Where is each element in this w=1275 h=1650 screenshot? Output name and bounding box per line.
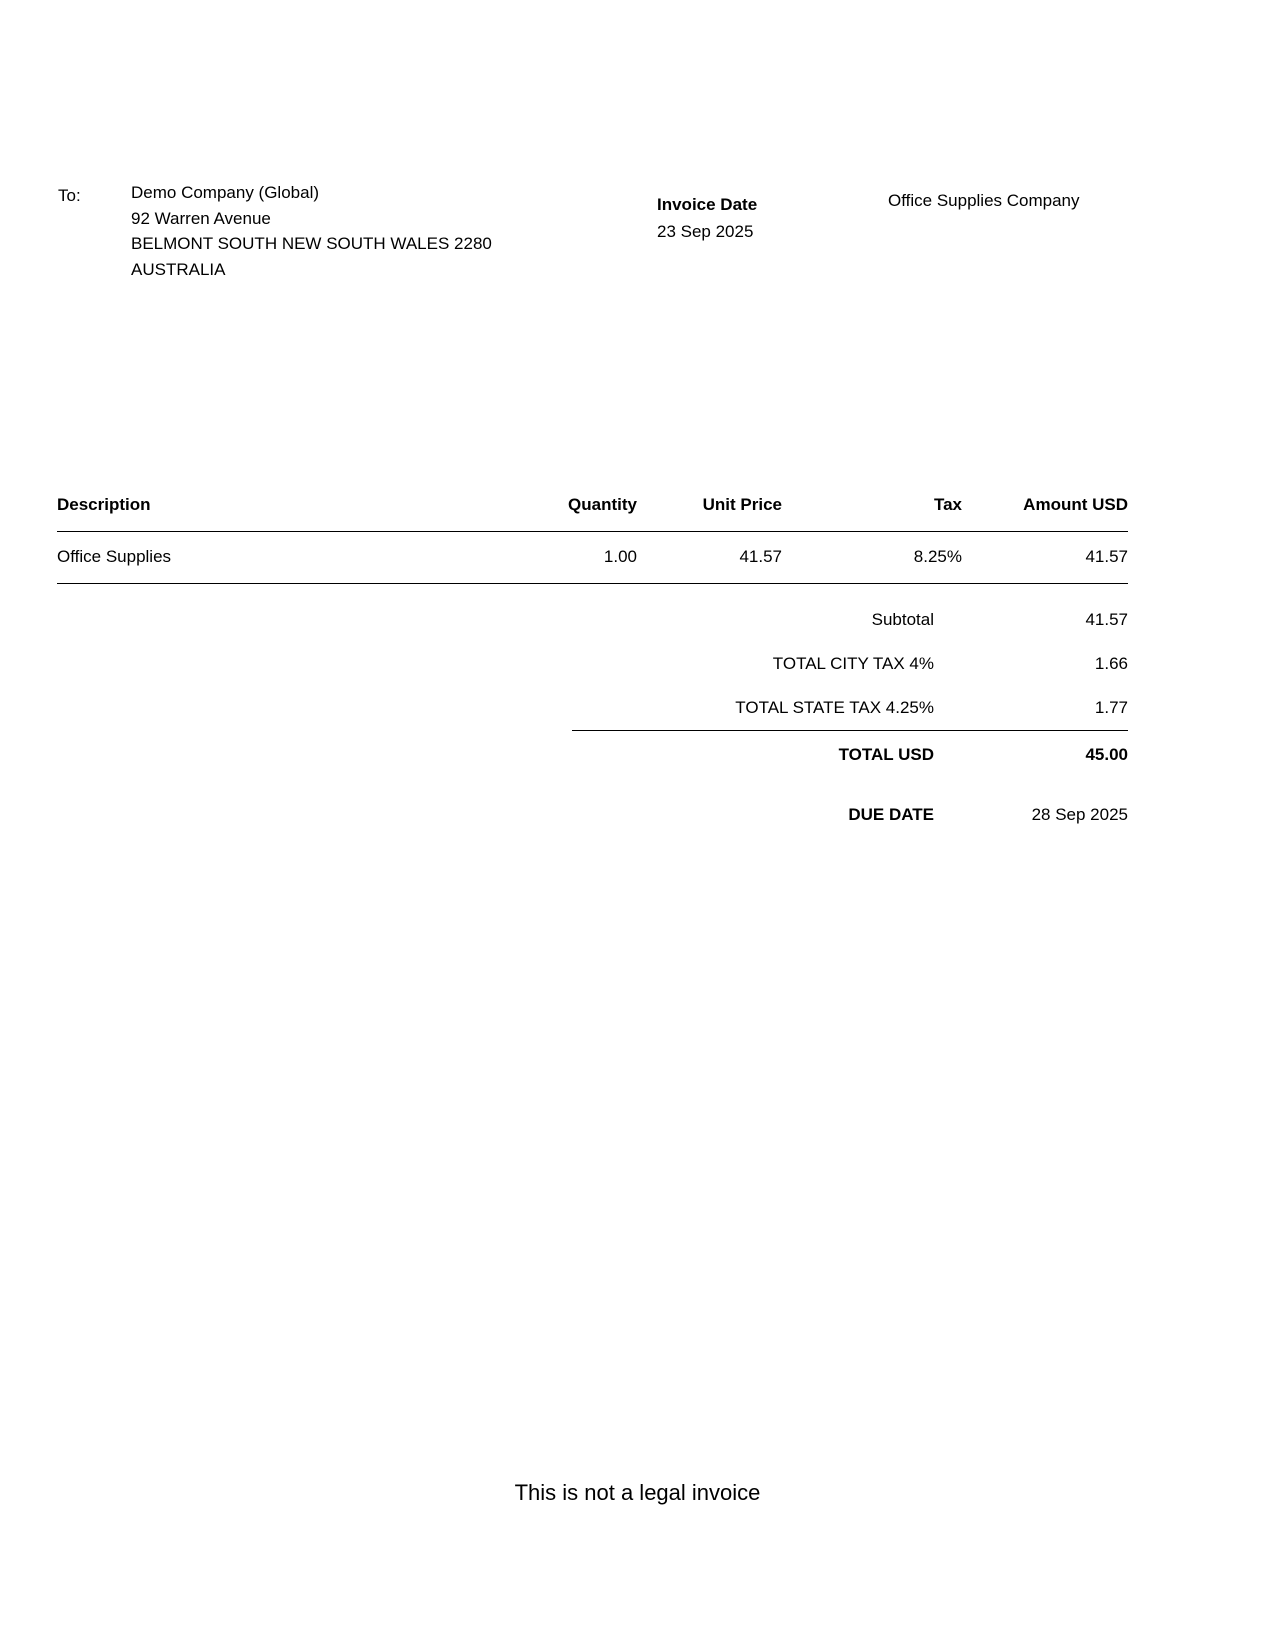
column-header-amount: Amount USD	[962, 495, 1128, 532]
cell-tax: 8.25%	[782, 532, 962, 584]
cell-description: Office Supplies	[57, 532, 487, 584]
line-items-table	[57, 495, 1128, 584]
cell-unit-price: 41.57	[637, 532, 782, 584]
invoice-date-value: 23 Sep 2025	[657, 222, 754, 241]
cell-quantity: 1.00	[487, 532, 637, 584]
due-date-label: DUE DATE	[848, 805, 934, 824]
supplier-name: Office Supplies Company	[888, 191, 1080, 210]
table-header-row	[57, 495, 1128, 532]
grand-total-label: TOTAL USD	[572, 731, 968, 778]
invoice-date-block	[657, 191, 757, 245]
bill-to-line: 92 Warren Avenue	[131, 208, 271, 228]
column-header-unit-price: Unit Price	[637, 495, 782, 532]
column-header-description: Description	[57, 495, 487, 532]
footer-note: This is not a legal invoice	[514, 1480, 761, 1505]
bill-to-line: AUSTRALIA	[131, 259, 226, 279]
bill-to-line: BELMONT SOUTH NEW SOUTH WALES 2280	[131, 234, 492, 253]
totals-row-grand-total	[572, 731, 1128, 778]
totals-row-due-date	[572, 777, 1128, 837]
grand-total-value: 45.00	[968, 731, 1128, 778]
totals-row-subtotal	[572, 598, 1128, 642]
totals-label: Subtotal	[871, 610, 934, 629]
totals-value: 1.66	[1094, 654, 1128, 673]
bill-to-address	[131, 180, 492, 282]
cell-amount: 41.57	[962, 532, 1128, 584]
totals-table	[572, 598, 1128, 837]
invoice-date-label: Invoice Date	[657, 195, 758, 214]
due-date-value: 28 Sep 2025	[1031, 805, 1128, 824]
totals-value: 41.57	[1085, 610, 1128, 629]
column-header-quantity: Quantity	[487, 495, 637, 532]
totals-row-state-tax	[572, 686, 1128, 731]
to-label: To:	[58, 186, 81, 205]
totals-label: TOTAL CITY TAX 4%	[772, 654, 934, 673]
totals-label: TOTAL STATE TAX 4.25%	[735, 698, 934, 717]
table-row	[57, 532, 1128, 584]
totals-row-city-tax	[572, 642, 1128, 686]
bill-to-line: Demo Company (Global)	[131, 183, 320, 202]
totals-value: 1.77	[1094, 698, 1128, 717]
column-header-tax: Tax	[782, 495, 962, 532]
